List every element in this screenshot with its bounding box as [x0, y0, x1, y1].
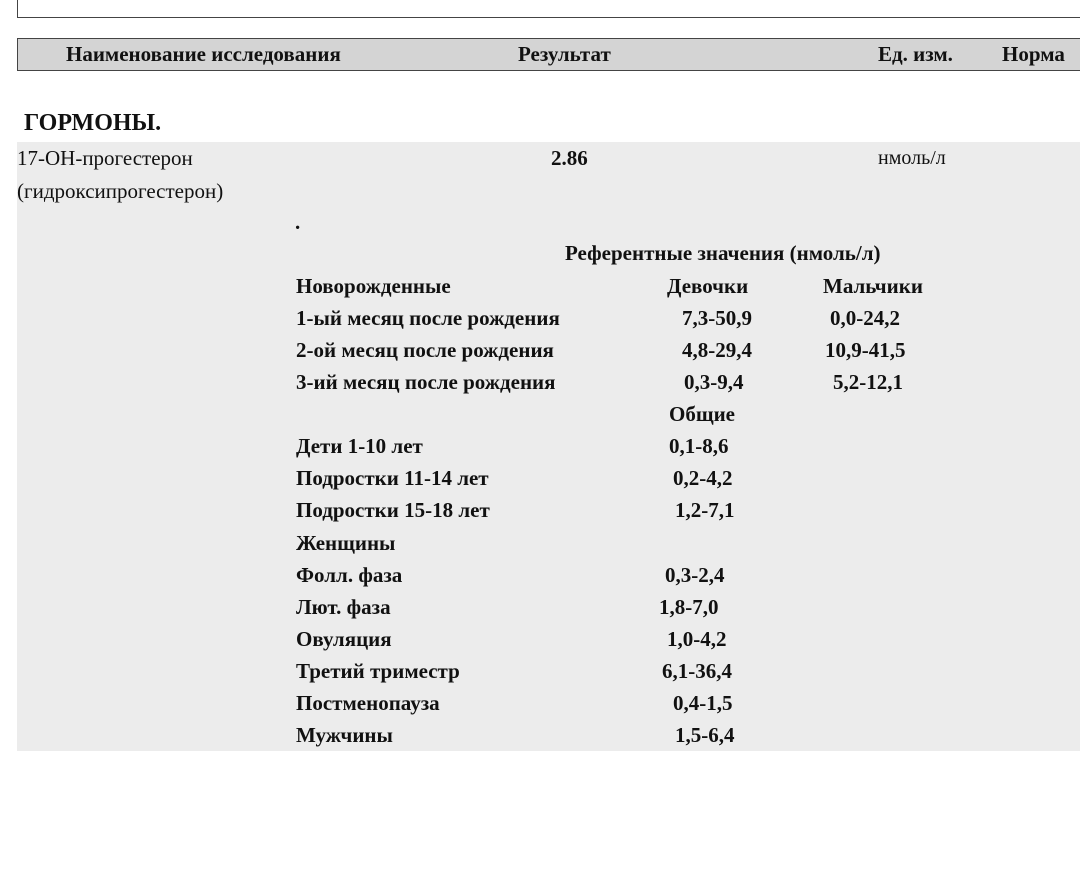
newborn-row-3-girls: 0,3-9,4 [684, 370, 744, 394]
test-result: 2.86 [551, 146, 588, 170]
table-header [17, 38, 1080, 71]
section-title: ГОРМОНЫ. [24, 110, 162, 136]
women-row-3-label: Овуляция [296, 627, 392, 651]
newborn-row-1-girls: 7,3-50,9 [682, 306, 752, 330]
girls-label: Девочки [667, 274, 749, 298]
general-row-3-label: Подростки 15-18 лет [296, 498, 490, 522]
women-row-2-value: 1,8-7,0 [659, 595, 719, 619]
men-label: Мужчины [296, 723, 393, 747]
test-row [17, 142, 1080, 751]
header-norm: Норма [1002, 42, 1065, 66]
newborn-row-3-label: 3-ий месяц после рождения [296, 370, 556, 394]
women-label: Женщины [296, 531, 396, 555]
women-row-1-value: 0,3-2,4 [665, 563, 725, 587]
test-name-line2: (гидроксипрогестерон) [17, 179, 224, 203]
general-row-1-value: 0,1-8,6 [669, 434, 729, 458]
dot: . [295, 210, 301, 234]
top-frame [17, 0, 1080, 18]
newborn-row-2-label: 2-ой месяц после рождения [296, 338, 554, 362]
header-name: Наименование исследования [66, 42, 341, 66]
reference-title: Референтные значения (нмоль/л) [565, 241, 881, 265]
men-value: 1,5-6,4 [675, 723, 735, 747]
header-result: Результат [518, 42, 611, 66]
women-row-5-label: Постменопауза [296, 691, 440, 715]
newborn-row-1-boys: 0,0-24,2 [830, 306, 900, 330]
general-row-2-value: 0,2-4,2 [673, 466, 733, 490]
newborn-label: Новорожденные [296, 274, 451, 298]
women-row-2-label: Лют. фаза [296, 595, 391, 619]
test-name-line1: 17-ОН-прогестерон [17, 146, 193, 170]
header-unit: Ед. изм. [878, 42, 953, 66]
boys-label: Мальчики [823, 274, 923, 298]
women-row-3-value: 1,0-4,2 [667, 627, 727, 651]
newborn-row-1-label: 1-ый месяц после рождения [296, 306, 560, 330]
women-row-4-label: Третий триместр [296, 659, 460, 683]
newborn-row-2-boys: 10,9-41,5 [825, 338, 906, 362]
test-unit: нмоль/л [878, 147, 946, 169]
women-row-1-label: Фолл. фаза [296, 563, 403, 587]
newborn-row-3-boys: 5,2-12,1 [833, 370, 903, 394]
general-row-2-label: Подростки 11-14 лет [296, 466, 489, 490]
general-row-1-label: Дети 1-10 лет [296, 434, 423, 458]
general-row-3-value: 1,2-7,1 [675, 498, 735, 522]
women-row-5-value: 0,4-1,5 [673, 691, 733, 715]
women-row-4-value: 6,1-36,4 [662, 659, 732, 683]
general-label: Общие [669, 402, 735, 426]
newborn-row-2-girls: 4,8-29,4 [682, 338, 752, 362]
